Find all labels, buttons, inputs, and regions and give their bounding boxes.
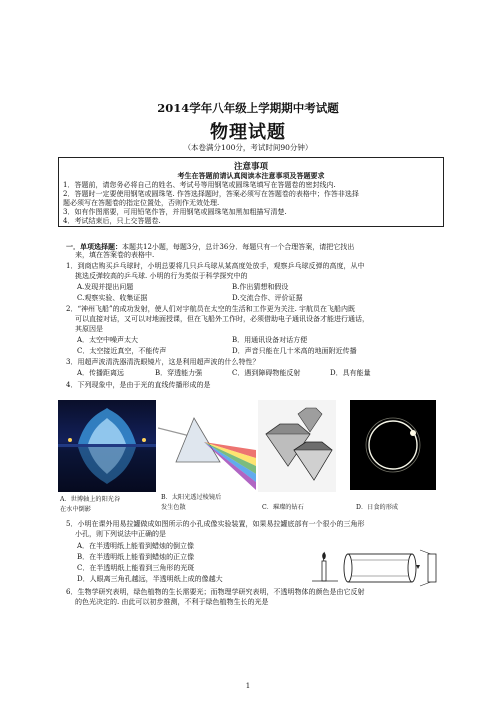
q5-option-b: B．在半透明纸上能看到蜡烛的正立像 [77, 553, 195, 561]
pinhole-camera-diagram [302, 544, 444, 592]
exam-title: 2014学年八年级上学期期中考试题 [157, 101, 339, 115]
q1-option-c: C.观察实验、收集证据 [77, 294, 148, 302]
q3-option-a: A．传播距离远 [77, 369, 125, 377]
q3-option-d: D．具有能量 [330, 369, 371, 377]
q1-option-b: B.作出猜想和假设 [232, 283, 289, 291]
q2-option-d: D．声音只能在几十米高的地面附近传播 [232, 347, 357, 355]
q5-stem: 5．小明在课外用易拉罐做成如图所示的小孔成像实验装置，如果易拉罐底部有一个很小的三角形 [66, 520, 365, 528]
exam-subtitle: （本卷满分100分，考试时间90分钟） [183, 143, 313, 152]
q1-stem: 1．到商店购买乒乓球时，小明总要将几只乒乓球从某高度处放手，观察乒乓球反弹的高度，从中 [66, 262, 365, 270]
q5-option-d: D．人眼离三角孔越远，半透明纸上成的像越大 [77, 575, 223, 583]
q3-option-b: B．穿透能力强 [155, 369, 203, 377]
q4-stem: 4．下列现象中，是由于光的直线传播形成的是 [66, 381, 211, 389]
diamonds-image [258, 400, 336, 492]
notice-line: 3．如有作图需要，可用铅笔作答，并用钢笔或圆珠笔加黑加粗描写清楚. [63, 208, 287, 216]
q4-caption-a: A．世博轴上的阳光谷 [60, 496, 121, 503]
prism-dispersion-image [158, 398, 256, 492]
q4-caption-b-cont: 发生色散 [161, 504, 186, 511]
q3-stem: 3．用超声波清洗器清洗眼镜片，这是利用超声波的什么特性？ [66, 358, 260, 366]
notice-subtitle: 考生在答题前请认真阅读本注意事项及答题要求 [177, 171, 325, 180]
q5-option-a: A．在半透明纸上能看到蜡烛的倒立像 [77, 542, 195, 550]
page-number: 1 [245, 682, 251, 690]
sun-valley-reflection-image [58, 400, 156, 492]
q6-stem-cont: 的色光决定的. 由此可以初步推测，不利于绿色植物生长的光是 [75, 598, 269, 606]
q6-stem: 6．生物学研究表明，绿色植物的生长需要光；而物理学研究表明，不透明物体的颜色是由它反射 [66, 588, 365, 596]
section-label: 一．单项选择题： [66, 242, 122, 251]
q2-stem: 2．“神州飞船”的成功发射，使人们对宇航员在太空的生活和工作更为关注. 宇航员在飞船内既 [66, 305, 356, 313]
q1-stem-cont: 挑选反弹较高的乒乓球. 小明的行为类似于科学探究中的 [75, 272, 248, 280]
q2-stem-cont: 可以直接对话，又可以对地面授课，但在飞船外工作时，必须借助电子通讯设备才能进行通话， [75, 315, 369, 323]
notice-line: 1．答题前，请您务必将自己的姓名、考试号等用钢笔或圆珠笔填写在答题卷的密封线内. [63, 181, 336, 189]
notice-line: 题必须写在答题卷的指定位置处，否则作无效处理. [63, 199, 220, 207]
section-description-cont: 来，填在答案卷的表格中. [75, 251, 155, 259]
q4-caption-d: D．日食的形成 [356, 504, 399, 511]
q5-stem-cont: 小孔，则下列说法中正确的是 [75, 530, 166, 538]
q2-option-a: A．太空中噪声太大 [77, 336, 139, 344]
notice-line: 2．答题时一定要使用钢笔或圆珠笔. 作答选择题时，答案必须写在答题卷的表格中；作答非选择 [63, 190, 359, 198]
section-description: 本题共12小题，每题3分，总计36分．每题只有一个合理答案，请把它找出 [122, 243, 355, 251]
q3-option-c: C．遇到障碍物能反射 [232, 369, 301, 377]
subject-title: 物理试题 [210, 122, 286, 143]
q4-caption-b: B．太阳光透过棱镜后 [161, 494, 222, 501]
notice-title: 注意事项 [233, 162, 268, 172]
solar-eclipse-image [350, 400, 436, 490]
q2-option-b: B．用通讯设备对话方便 [232, 336, 308, 344]
q2-stem-cont2: 其原因是 [75, 325, 103, 333]
q5-option-c: C．在半透明纸上能看到三角形的光斑 [77, 564, 195, 572]
q4-caption-a-cont: 在水中倒影 [60, 506, 91, 513]
q2-option-c: C．太空接近真空，不能传声 [77, 347, 167, 355]
q1-option-d: D.交流合作、评价证据 [232, 294, 303, 302]
q4-caption-c: C．璀璨的钻石 [262, 504, 304, 511]
notice-box [58, 157, 444, 227]
notice-line: 4．考试结束后，只上交答题卷. [63, 217, 161, 225]
q1-option-a: A.发现并提出问题 [77, 283, 134, 291]
